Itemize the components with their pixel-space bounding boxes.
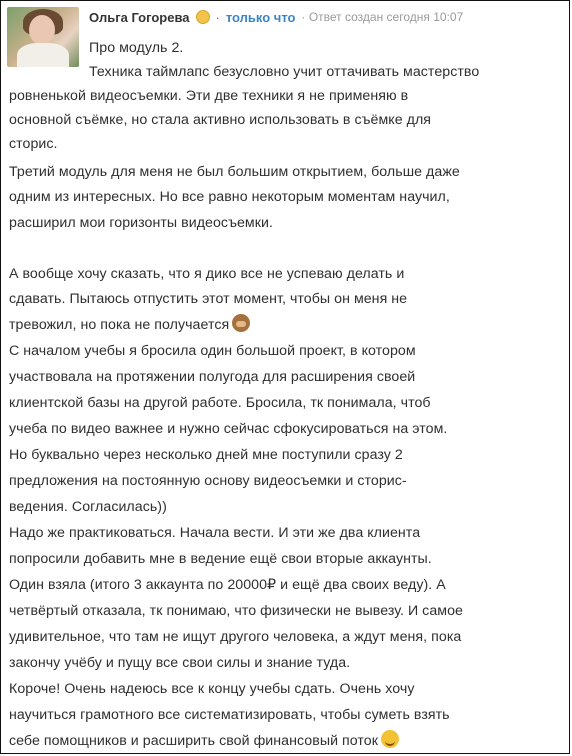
message-line: себе помощников и расширить свой финансовый поток (9, 730, 399, 752)
message-line: Надо же практиковаться. Начала вести. И эти же два клиента (9, 525, 421, 541)
message-line: сдавать. Пытаюсь отпустить этот момент, чтобы он меня не (9, 291, 408, 307)
message-line: учеба по видео важнее и нужно сейчас сфокусироваться на этом. (9, 421, 448, 437)
message-line: участвовала на протяжении полугода для расширения своей (9, 369, 416, 385)
message-line: ведения. Согласилась)) (9, 499, 167, 515)
message-line: Техника таймлапс безусловно учит оттачивать мастерство (89, 64, 480, 80)
message-line: научиться грамотного все систематизировать, чтобы суметь взять (9, 707, 450, 723)
message-line: расширил мои горизонты видеосъемки. (9, 215, 273, 231)
message-line: попросили добавить мне в ведение ещё свои вторые аккаунты. (9, 551, 432, 567)
gold-badge-icon (196, 10, 210, 24)
message-line: Один взяла (итого 3 аккаунта по 20000₽ и ещё два своих веду). А (9, 577, 446, 593)
message-line: С началом учебы я бросила один большой проект, в котором (9, 343, 416, 359)
smiling-face-icon (381, 730, 399, 748)
message-line: предложения на постоянную основу видеосъемки и сторис- (9, 473, 407, 489)
separator: · (215, 9, 220, 25)
message-line: основной съёмке, но стала активно использовать в съёмке для (9, 112, 432, 128)
author-name[interactable]: Ольга Гогорева (89, 9, 190, 25)
message-line: клиентской базы на другой работе. Бросила, тк понимала, чтоб (9, 395, 431, 411)
message-line: закончу учёбу и пущу все свои силы и знание туда. (9, 655, 351, 671)
message-line: четвёртый отказала, тк понимаю, что физически не вывезу. И самое (9, 603, 463, 619)
message-line: Третий модуль для меня не был большим открытием, больше даже (9, 164, 460, 180)
comment-header (89, 7, 563, 27)
timestamp[interactable]: только что (225, 9, 296, 25)
message-line: Про модуль 2. (89, 40, 184, 56)
see-no-evil-monkey-icon (232, 314, 250, 332)
message-line: одним из интересных. Но все равно некоторым моментам научил, (9, 189, 450, 205)
message-line: А вообще хочу сказать, что я дико все не успеваю делать и (9, 266, 405, 282)
reply-meta: · Ответ создан сегодня 10:07 (301, 10, 464, 24)
message-line: тревожил, но пока не получается (9, 314, 250, 336)
message-line: ровненькой видеосъемки. Эти две техники я не применяю в (9, 88, 409, 104)
message-line: сторис. (9, 136, 58, 152)
avatar[interactable] (7, 7, 79, 67)
message-line: Короче! Очень надеюсь все к концу учебы сдать. Очень хочу (9, 681, 415, 697)
message-line: удивительное, что там не ищут другого человека, а ждут меня, пока (9, 629, 462, 645)
message-line: Но буквально через несколько дней мне поступили сразу 2 (9, 447, 403, 463)
